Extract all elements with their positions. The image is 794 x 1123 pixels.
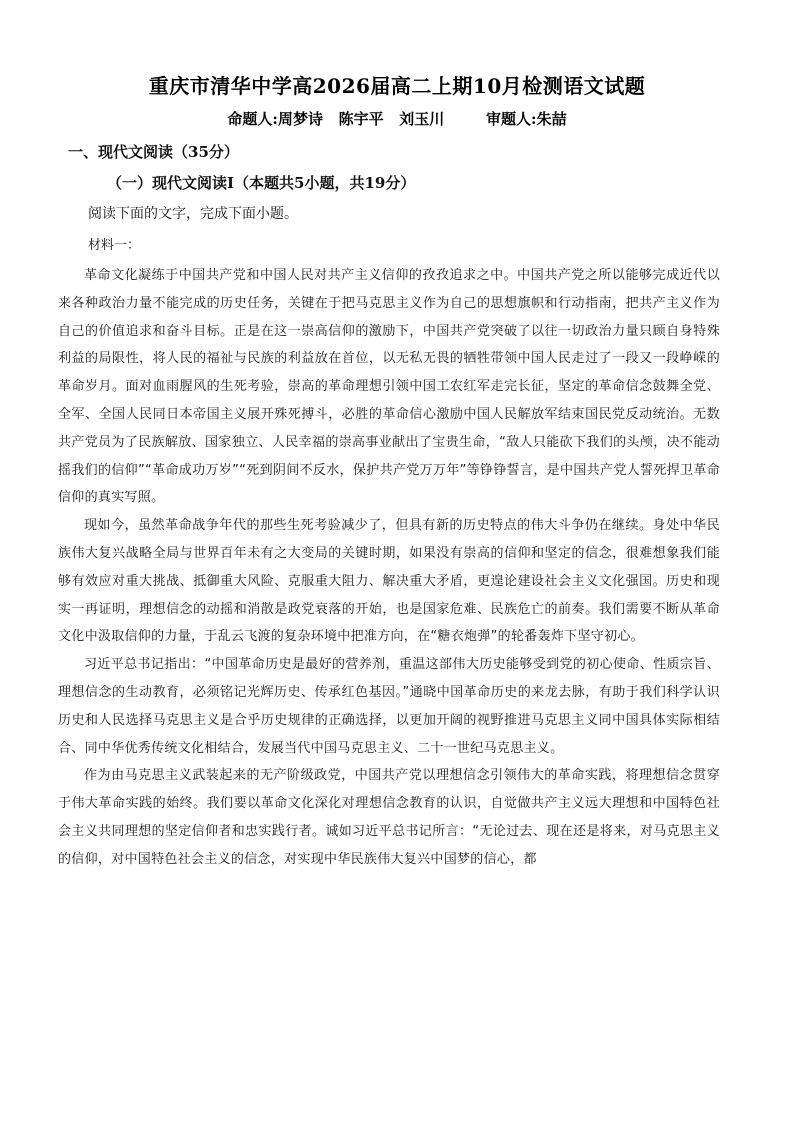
page-title: 重庆市清华中学高2026届高二上期10月检测语文试题 — [148, 74, 646, 98]
paragraph-2: 现如今，虽然革命战争年代的那些生死考验减少了，但具有新的历史特点的伟大斗争仍在继续。身处中华民族伟大复兴战略全局与世界百年未有之大变局的关键时期，如果没有崇高的信仰和坚定的信念，很难想象我们能够有效应对重大挑战、抵御重大风险、克服重大阻力、解决重大矛盾，更遑论建设社会主义文化强国。历史和现实一再证明，理想信念的动摇和消散是政党衰落的开始，也是国家危难、民族危亡的前奏。我们需要不断从革命文化中汲取信仰的力量，于乱云飞渡的复杂环境中把准方向，在“糖衣炮弹”的轮番轰炸下坚守初心。 — [58, 518, 720, 645]
instruction-text: 阅读下面的文字，完成下面小题。 — [88, 206, 298, 222]
paragraph-4: 作为由马克思主义武装起来的无产阶级政党，中国共产党以理想信念引领伟大的革命实践，将理想信念贯穿于伟大革命实践的始终。我们要以革命文化深化对理想信念教育的认识，自觉做共产主义远大理想和中国特色社会主义共同理想的坚定信仰者和忠实践行者。诚如习近平总书记所言：“无论过去、现在还是将来，对马克思主义的信仰，对中国特色社会主义的信念，对实现中华民族伟大复兴中国梦的信心，都 — [58, 768, 720, 867]
material-label: 材料一： — [88, 238, 141, 253]
author-line: 命题人:周梦诗 陈宇平 刘玉川 审题人:朱喆 — [227, 110, 567, 128]
subsection-heading: （一）现代文阅读Ⅰ（本题共5小题，共19分） — [107, 174, 416, 192]
paragraph-1: 革命文化凝练于中国共产党和中国人民对共产主义信仰的孜孜追求之中。中国共产党之所以能够完成近代以来各种政治力量不能完成的历史任务，关键在于把马克思主义作为自己的思想旗帜和行动指南，把共产主义作为自己的价值追求和奋斗目标。正是在这一崇高信仰的激励下，中国共产党突破了以往一切政治力量只顾自身特殊利益的局限性，将人民的福祉与民族的利益放在首位，以无私无畏的牺牲带领中国人民走过了一段又一段峥嵘的革命岁月。面对血雨腥风的生死考验，崇高的革命理想引领中国工农红军走完长征，坚定的革命信念鼓舞全党、全军、全国人民同日本帝国主义展开殊死搏斗，必胜的革命信心激励中国人民解放军结束国民党反动统治。无数共产党员为了民族解放、国家独立、人民幸福的崇高事业献出了宝贵生命，“敌人只能砍下我们的头颅，决不能动摇我们的信仰”“革命成功万岁”“死到阴间不反水，保护共产党万万年”等铮铮誓言，是中国共产党人誓死捍卫革命信仰的真实写照。 — [58, 268, 720, 506]
section-heading: 一、现代文阅读（35分） — [68, 143, 239, 161]
passage-body — [58, 262, 720, 874]
paragraph-3: 习近平总书记指出：“中国革命历史是最好的营养剂，重温这部伟大历史能够受到党的初心使命、性质宗旨、理想信念的生动教育，必须铭记光辉历史、传承红色基因。”通晓中国革命历史的来龙去脉，有助于我们科学认识历史和人民选择马克思主义是合乎历史规律的正确选择，以更加开阔的视野推进马克思主义同中国具体实际相结合、同中华优秀传统文化相结合，发展当代中国马克思主义、二十一世纪马克思主义。 — [58, 657, 720, 756]
